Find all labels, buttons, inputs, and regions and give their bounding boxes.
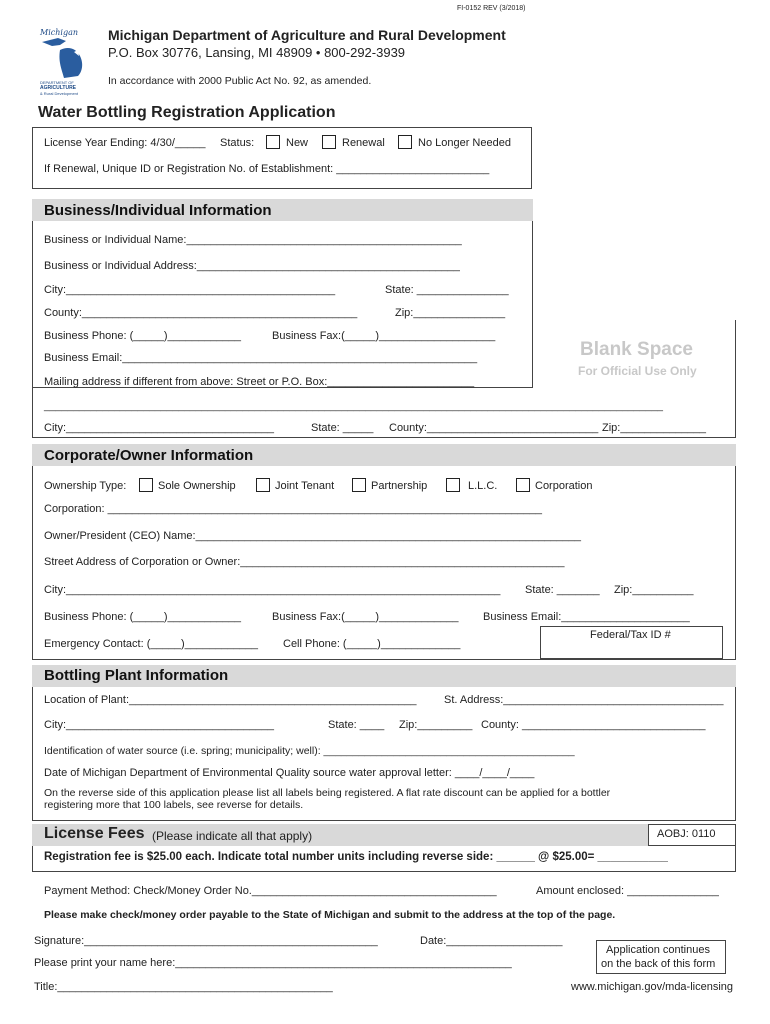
plant-zip-field[interactable]: Zip:_________ — [399, 719, 473, 731]
no-longer-needed-checkbox[interactable] — [398, 135, 412, 149]
plant-state-field[interactable]: State: ____ — [328, 719, 385, 731]
water-source-field[interactable]: Identification of water source (i.e. spring; municipality; well): ___________________________________________ — [44, 745, 575, 757]
business-state-field[interactable]: State: _______________ — [385, 284, 509, 296]
amount-enclosed-field[interactable]: Amount enclosed: _______________ — [536, 885, 719, 897]
renewal-label: Renewal — [342, 137, 385, 149]
joint-tenant-label: Joint Tenant — [275, 480, 335, 492]
business-zip-field[interactable]: Zip:_______________ — [395, 307, 506, 319]
plant-street-field[interactable]: St. Address:____________________________________ — [444, 694, 724, 706]
owner-name-field[interactable]: Owner/President (CEO) Name:_______________________________________________________________ — [44, 530, 582, 542]
title-field[interactable]: Title:_____________________________________________ — [34, 981, 333, 993]
sole-ownership-label: Sole Ownership — [158, 480, 236, 492]
license-year: License Year Ending: 4/30/_____ — [44, 137, 206, 149]
signature-field[interactable]: Signature:________________________________________________ — [34, 935, 378, 947]
status-label: Status: — [220, 137, 255, 149]
approval-date-field[interactable]: Date of Michigan Department of Environmental Quality source water approval letter: ____/____/____ — [44, 767, 535, 779]
corporate-city-field[interactable]: City:_______________________________________________________________________ — [44, 584, 501, 596]
business-state2-field[interactable]: State: _____ — [311, 422, 374, 434]
business-title: Business/Individual Information — [44, 202, 272, 219]
mailing-line[interactable]: __________________________________________________________________________________________________________ — [44, 400, 663, 412]
plant-note-2: registering more that 100 labels, see reverse for details. — [44, 799, 304, 811]
continues-line-2: on the back of this form — [601, 958, 716, 970]
logo-sub1: DEPARTMENT OF — [40, 80, 74, 85]
logo-sub3: & Rural Development — [40, 91, 79, 96]
logo-sub2: AGRICULTURE — [40, 85, 77, 91]
corporation-label: Corporation — [535, 480, 593, 492]
date-field[interactable]: Date:___________________ — [420, 935, 563, 947]
renewal-checkbox[interactable] — [322, 135, 336, 149]
page-title: Water Bottling Registration Application — [38, 104, 336, 121]
plant-city-field[interactable]: City:__________________________________ — [44, 719, 275, 731]
business-county-field[interactable]: County:_____________________________________________ — [44, 307, 358, 319]
llc-label: L.L.C. — [468, 480, 498, 492]
new-label: New — [286, 137, 309, 149]
agency-address: P.O. Box 30776, Lansing, MI 48909 • 800-292-3939 — [108, 45, 406, 60]
business-name-field[interactable]: Business or Individual Name:_____________________________________________ — [44, 234, 462, 246]
payable-note: Please make check/money order payable to the State of Michigan and submit to the address at the top of the page. — [44, 909, 616, 921]
renewal-id-field[interactable]: If Renewal, Unique ID or Registration No. of Establishment: _________________________ — [44, 163, 490, 175]
business-city2-field[interactable]: City:__________________________________ — [44, 422, 275, 434]
plant-title: Bottling Plant Information — [44, 667, 229, 684]
logo-text: Michigan — [40, 28, 78, 37]
plant-location-field[interactable]: Location of Plant:_______________________________________________ — [44, 694, 417, 706]
registration-fee-field[interactable]: Registration fee is $25.00 each. Indicate total number units including reverse side: ______ @ $25.00= ___________ — [44, 851, 668, 863]
business-fax-field[interactable]: Business Fax:(_____)___________________ — [272, 330, 496, 342]
business-city-field[interactable]: City:____________________________________________ — [44, 284, 336, 296]
business-county2-field[interactable]: County:____________________________ — [389, 422, 599, 434]
business-email-field[interactable]: Business Email:__________________________________________________________ — [44, 352, 478, 364]
corporate-zip-field[interactable]: Zip:__________ — [614, 584, 694, 596]
corporate-state-field[interactable]: State: _______ — [525, 584, 600, 596]
continues-line-1: Application continues — [606, 944, 710, 956]
mailing-address-field[interactable]: Mailing address if different from above: Street or P.O. Box:________________________ — [44, 376, 475, 388]
business-zip2-field[interactable]: Zip:______________ — [602, 422, 706, 434]
new-checkbox[interactable] — [266, 135, 280, 149]
form-id: FI-0152 REV (3/2018) — [457, 5, 526, 12]
corporate-email-field[interactable]: Business Email:_____________________ — [483, 611, 690, 623]
cell-phone-field[interactable]: Cell Phone: (_____)_____________ — [283, 638, 461, 650]
authority-note: In accordance with 2000 Public Act No. 92, as amended. — [108, 75, 372, 87]
corporation-field[interactable]: Corporation: _______________________________________________________________________ — [44, 503, 542, 515]
emergency-contact-field[interactable]: Emergency Contact: (_____)____________ — [44, 638, 259, 650]
corporate-fax-field[interactable]: Business Fax:(_____)_____________ — [272, 611, 459, 623]
blank-space-sub: For Official Use Only — [578, 364, 697, 378]
fees-subtitle: (Please indicate all that apply) — [152, 829, 313, 843]
agency-name: Michigan Department of Agriculture and Rural Development — [108, 27, 506, 43]
partnership-checkbox[interactable] — [352, 478, 366, 492]
federal-tax-id-label: Federal/Tax ID # — [590, 629, 671, 641]
payment-method-field[interactable]: Payment Method: Check/Money Order No.________________________________________ — [44, 885, 497, 897]
business-address-field[interactable]: Business or Individual Address:___________________________________________ — [44, 260, 460, 272]
no-longer-needed-label: No Longer Needed — [418, 137, 511, 149]
ownership-label: Ownership Type: — [44, 480, 127, 492]
partnership-label: Partnership — [371, 480, 428, 492]
street-address-field[interactable]: Street Address of Corporation or Owner:_____________________________________________________ — [44, 556, 565, 568]
website-link[interactable]: www.michigan.gov/mda-licensing — [571, 981, 734, 993]
corporate-phone-field[interactable]: Business Phone: (_____)____________ — [44, 611, 241, 623]
sole-ownership-checkbox[interactable] — [139, 478, 153, 492]
business-phone-field[interactable]: Business Phone: (_____)____________ — [44, 330, 241, 342]
plant-note-1: On the reverse side of this application please list all labels being registered. A flat rate discount can be applied for a bottler — [44, 787, 611, 799]
fees-title: License Fees — [44, 825, 145, 842]
blank-space-title: Blank Space — [580, 339, 693, 360]
print-name-field[interactable]: Please print your name here:_______________________________________________________ — [34, 957, 512, 969]
aobj-label: AOBJ: 0110 — [657, 828, 716, 840]
corporate-title: Corporate/Owner Information — [44, 447, 254, 464]
plant-county-field[interactable]: County: ______________________________ — [481, 719, 706, 731]
llc-checkbox[interactable] — [446, 478, 460, 492]
corporation-checkbox[interactable] — [516, 478, 530, 492]
joint-tenant-checkbox[interactable] — [256, 478, 270, 492]
